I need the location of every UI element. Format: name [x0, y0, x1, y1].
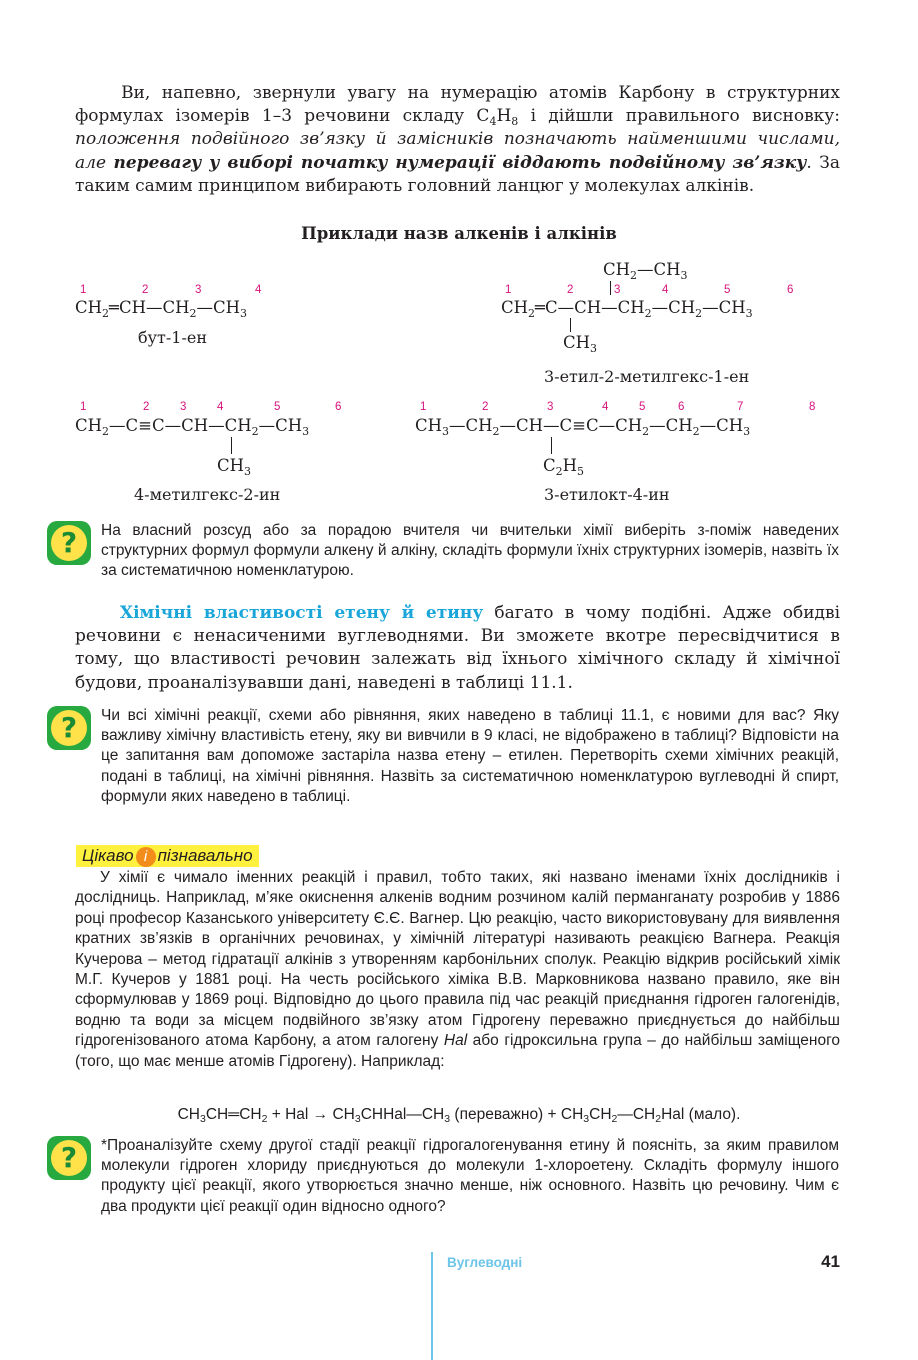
properties-paragraph: [75, 602, 840, 695]
footer-section-title: Вуглеводні: [447, 1255, 523, 1270]
badge-label-left: Цікаво: [82, 846, 134, 865]
structural-formula: $CH_2═CH—CH_2—CH_3$: [75, 298, 247, 320]
interesting-hal: Hal: [443, 1032, 468, 1050]
interesting-text-a: У хімії є чимало іменних реакцій і правил, тобто таких, які названо іменами їхніх дослідників і дослідниць. Наприклад, м’яке окиснення алкенів водним розчином калій перманганату розробив у 1886 році професор Казанського університету Є.Є. Вагнер. Цю реакцію, часто використовувану для виявлення кратних зв’язків в органічних речовинах, у хімічній літературі називають реакцією Вагнера. Реакція Кучерова – метод гідратації алкінів з утворенням карбонільних сполук. Реакцію відкрив російський хімік М.Г. Кучеров у 1881 році. На честь російського хіміка В.В. Марковникова названо правило, яке він сформулював у 1869 році. Відповідно до цього правила під час реакцій приєднання гідроген галогенідів, водню та води за місцем подвійного зв’язку атом Гідрогену переважно приєднується до найбільш гідрогенізованого атома Карбону, а атом галогену: [75, 869, 840, 1050]
bond-vertical: [570, 318, 571, 332]
eq-part: CHHal—CH: [360, 1106, 445, 1123]
intro-text-2: і дійшли правильного висновку:: [518, 106, 840, 127]
methyl-branch: $CH_3$: [217, 456, 252, 478]
eq-part: (переважно) + CH: [450, 1106, 584, 1123]
bond-vertical: [551, 437, 552, 454]
locant-1: 1: [80, 401, 87, 413]
compound-name: 4-метилгекс-2-ин: [134, 485, 281, 504]
locant-1: 1: [420, 401, 427, 413]
locant-2: 2: [482, 401, 489, 413]
question-text-3: *Проаналізуйте схему другої стадії реакції гідрогалогенування етину й поясніть, за яким правилом молекули гідроген хлориду приєднуються до молекули 1-хлороетену. Складіть формулу іншого продукту цієї реакції, якого утворюється значно менше, ніж основного. Назвіть цю речовину. Чим є два продукти цієї реакції один відносно одного?: [101, 1137, 839, 1215]
ethyl-branch: $CH_2—CH_3$: [603, 260, 688, 282]
eq-sub: 3: [199, 1113, 206, 1125]
locant-6: 6: [335, 401, 342, 413]
properties-text: багато в чому подібні. Адже обидві речовини є ненасиченими вуглеводнями. Ви зможете вкотре пересвідчитися в тому, що властивості речовин залежать від їхнього хімічного складу й хімічної будови, проаналізувавши дані, наведені в таблиці 11.1.: [75, 603, 841, 693]
interesting-text-b: або гідроксильна група – до найбільш заміщеного (того, що має менше атомів Гідрогену). Наприклад:: [75, 1032, 841, 1070]
intro-paragraph: [75, 82, 840, 198]
intro-bold: перевагу у виборі початку нумерації віддають подвійному зв’язку: [113, 152, 807, 173]
bond-vertical: [610, 281, 611, 295]
compound-name: 3-етилокт-4-ин: [544, 485, 670, 504]
eq-part: CH: [177, 1106, 200, 1123]
methyl-branch: $CH_3$: [563, 333, 598, 355]
locant-2: 2: [567, 284, 574, 296]
eq-part: CH: [589, 1106, 612, 1123]
question-icon: ?: [47, 706, 91, 750]
intro-sub-4: 4: [489, 115, 497, 129]
locant-5: 5: [274, 401, 281, 413]
examples-title: Приклади назв алкенів і алкінів: [301, 224, 617, 243]
ethyl-branch: $C_2H_5$: [543, 456, 585, 478]
locant-4: 4: [602, 401, 609, 413]
question-icon: ?: [47, 521, 91, 565]
eq-sub: 3: [354, 1113, 361, 1125]
main-chain: $CH_3—CH_2—CH—C\equiv C—CH_2—CH_2—CH_3$: [415, 416, 751, 438]
eq-part: CH═CH: [205, 1106, 262, 1123]
locant-4: 4: [662, 284, 669, 296]
locant-2: 2: [143, 401, 150, 413]
locant-3: 3: [547, 401, 554, 413]
page-number: 41: [821, 1252, 840, 1271]
locant-1: 1: [505, 284, 512, 296]
question-icon: ?: [47, 1136, 91, 1180]
question-text-1: На власний розсуд або за порадою вчителя чи вчительки хімії виберіть з-поміж наведених структурних формул формули алкену й алкіну, складіть формули їхніх структурних ізомерів, назвіть їх за систематичною номенклатурою.: [101, 522, 839, 580]
eq-sub: 3: [444, 1113, 451, 1125]
main-chain: $CH_2—C\equiv C—CH—CH_2—CH_3$: [75, 416, 310, 438]
locant-6: 6: [678, 401, 685, 413]
markovnikov-equation: [0, 1106, 918, 1124]
intro-text-1: Ви, напевно, звернули увагу на нумерацію атомів Карбону в структурних формулах ізомерів 1–3 речовини складу C: [75, 83, 840, 127]
bond-vertical: [231, 437, 232, 454]
compound-name: 3-етил-2-метилгекс-1-ен: [544, 367, 750, 386]
intro-italic: положення подвійного зв’язку й замісників позначають найменшими числами, але: [75, 129, 840, 173]
locant-8: 8: [809, 401, 816, 413]
eq-sub: 2: [611, 1113, 618, 1125]
question-text-2: Чи всі хімічні реакції, схеми або рівняння, яких наведено в таблиці 11.1, є новими для вас? Яку важливу хімічну властивість етену, яку ви вивчили в 9 класі, не відображено в таблиці? Відповісти на це запитання вам допоможе застаріла назва етену – етилен. Перетворіть схеми хімічних реакцій, подані в таблиці, на хімічні рівняння. Назвіть за систематичною номенклатурою вуглеводні й спирт, формули яких наведено в таблиці.: [101, 707, 839, 805]
locant-5: 5: [724, 284, 731, 296]
interesting-text: [75, 868, 840, 1072]
footer-divider: [431, 1252, 433, 1360]
locant-3: 3: [180, 401, 187, 413]
locant-1: 1: [80, 284, 87, 296]
compound-name: бут-1-ен: [138, 328, 208, 347]
locant-4: 4: [217, 401, 224, 413]
eq-sub: 2: [655, 1113, 662, 1125]
eq-sub: 3: [583, 1113, 590, 1125]
locant-2: 2: [142, 284, 149, 296]
intro-text-h: H: [496, 106, 512, 127]
info-circle-icon: і: [136, 847, 156, 867]
properties-highlight: Хімічні властивості етену й етину: [119, 603, 484, 623]
eq-part: —CH: [617, 1106, 656, 1123]
eq-part: Hal (мало).: [661, 1106, 741, 1123]
eq-part: + Hal → CH: [267, 1106, 355, 1123]
locant-5: 5: [639, 401, 646, 413]
locant-4: 4: [255, 284, 262, 296]
locant-7: 7: [737, 401, 744, 413]
intro-sub-8: 8: [511, 115, 519, 129]
locant-6: 6: [787, 284, 794, 296]
main-chain: $CH_2═C—CH—CH_2—CH_2—CH_3$: [501, 298, 753, 320]
locant-3: 3: [614, 284, 621, 296]
intro-text-3: . За таким самим принципом вибирають головний ланцюг у молекулах алкінів.: [75, 152, 840, 196]
interesting-badge: [76, 845, 259, 867]
eq-sub: 2: [261, 1113, 268, 1125]
badge-label-right: пізнавально: [157, 846, 253, 865]
locant-3: 3: [195, 284, 202, 296]
